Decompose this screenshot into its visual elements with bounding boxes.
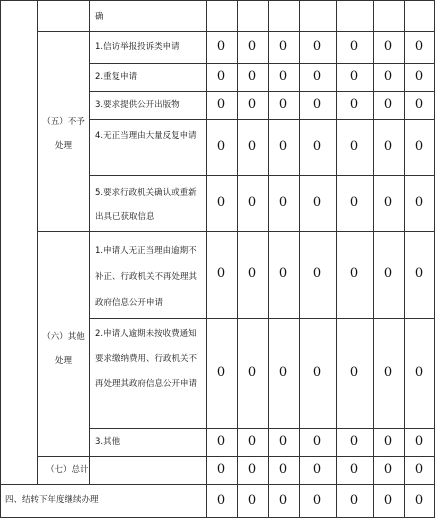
- table-line: [89, 428, 435, 429]
- value-cell: 0: [349, 69, 359, 84]
- value-cell: 0: [349, 462, 359, 477]
- table-line: [89, 0, 90, 484]
- value-cell: 0: [216, 195, 226, 210]
- value-cell: 0: [414, 97, 424, 112]
- value-cell: 0: [383, 462, 393, 477]
- row-label: 1.信访举报投诉类申请: [95, 42, 180, 52]
- value-cell: 0: [247, 39, 257, 54]
- value-cell: 0: [349, 139, 359, 154]
- value-cell: 0: [312, 365, 322, 380]
- group5-label: [38, 110, 89, 158]
- row-label: 3.其他: [95, 437, 121, 447]
- value-cell: 0: [349, 97, 359, 112]
- table-line: [37, 231, 435, 232]
- table-line: [373, 0, 374, 518]
- group6-label: [38, 325, 89, 373]
- value-cell: 0: [312, 434, 322, 449]
- value-cell: 0: [216, 39, 226, 54]
- value-cell: 0: [278, 365, 288, 380]
- value-cell: 0: [414, 462, 424, 477]
- value-cell: 0: [247, 462, 257, 477]
- value-cell: 0: [383, 493, 393, 508]
- value-cell: 0: [247, 195, 257, 210]
- value-cell: 0: [349, 39, 359, 54]
- value-cell: 0: [278, 266, 288, 281]
- total-label: （七）总计: [46, 465, 89, 475]
- table-line: [0, 0, 1, 518]
- value-cell: 0: [312, 39, 322, 54]
- value-cell: 0: [414, 139, 424, 154]
- value-cell: 0: [414, 195, 424, 210]
- value-cell: 0: [312, 97, 322, 112]
- row-label: 1.申请人无正当理由逾期不补正、行政机关不再处理其政府信息公开申请: [95, 246, 198, 308]
- table-line: [237, 0, 238, 518]
- value-cell: 0: [414, 69, 424, 84]
- value-cell: 0: [278, 493, 288, 508]
- value-cell: 0: [247, 365, 257, 380]
- table-line: [0, 0, 435, 1]
- carryover-label: 四、结转下年度继续办理: [5, 495, 99, 505]
- value-cell: 0: [349, 365, 359, 380]
- value-cell: 0: [216, 266, 226, 281]
- table-line: [89, 318, 435, 319]
- value-cell: 0: [349, 434, 359, 449]
- value-cell: 0: [383, 69, 393, 84]
- group5-label-line1: （五）不予: [42, 117, 85, 127]
- value-cell: 0: [414, 365, 424, 380]
- value-cell: 0: [383, 97, 393, 112]
- value-cell: 0: [312, 266, 322, 281]
- value-cell: 0: [349, 266, 359, 281]
- table-line: [37, 456, 435, 457]
- value-cell: 0: [414, 39, 424, 54]
- value-cell: 0: [216, 139, 226, 154]
- table-line: [299, 0, 300, 518]
- value-cell: 0: [278, 69, 288, 84]
- value-cell: 0: [349, 493, 359, 508]
- value-cell: 0: [383, 195, 393, 210]
- value-cell: 0: [312, 139, 322, 154]
- row-label: 5.要求行政机关确认或重新出具已获取信息: [95, 188, 197, 222]
- table-line: [89, 91, 435, 92]
- table-line: [89, 63, 435, 64]
- previous-row-fragment: 确: [95, 12, 104, 22]
- value-cell: 0: [216, 69, 226, 84]
- value-cell: 0: [349, 195, 359, 210]
- table-line: [404, 0, 405, 518]
- value-cell: 0: [383, 266, 393, 281]
- table-line: [268, 0, 269, 518]
- value-cell: 0: [383, 365, 393, 380]
- value-cell: 0: [216, 462, 226, 477]
- value-cell: 0: [247, 69, 257, 84]
- value-cell: 0: [414, 434, 424, 449]
- value-cell: 0: [278, 462, 288, 477]
- value-cell: 0: [414, 493, 424, 508]
- row-label: 3.要求提供公开出版物: [95, 100, 180, 110]
- value-cell: 0: [278, 434, 288, 449]
- group6-label-line2: 处理: [54, 356, 72, 366]
- table-line: [89, 119, 435, 120]
- value-cell: 0: [383, 139, 393, 154]
- row-label: 4.无正当理由大量反复申请: [95, 131, 197, 141]
- value-cell: 0: [247, 266, 257, 281]
- value-cell: 0: [312, 69, 322, 84]
- value-cell: 0: [247, 97, 257, 112]
- value-cell: 0: [247, 434, 257, 449]
- value-cell: 0: [278, 97, 288, 112]
- table-line: [336, 0, 337, 518]
- value-cell: 0: [216, 493, 226, 508]
- table-line: [89, 175, 435, 176]
- value-cell: 0: [312, 195, 322, 210]
- value-cell: 0: [383, 434, 393, 449]
- value-cell: 0: [278, 139, 288, 154]
- table-line: [37, 31, 435, 32]
- value-cell: 0: [312, 493, 322, 508]
- value-cell: 0: [247, 139, 257, 154]
- value-cell: 0: [278, 39, 288, 54]
- value-cell: 0: [414, 266, 424, 281]
- value-cell: 0: [216, 365, 226, 380]
- table-line: [37, 0, 38, 484]
- table-line: [206, 0, 207, 518]
- group5-label-line2: 处理: [54, 141, 72, 151]
- value-cell: 0: [312, 462, 322, 477]
- value-cell: 0: [278, 195, 288, 210]
- row-label: 2.重复申请: [95, 72, 138, 82]
- value-cell: 0: [383, 39, 393, 54]
- table-line: [0, 484, 435, 485]
- value-cell: 0: [247, 493, 257, 508]
- row-label: 2.申请人逾期未按收费通知要求缴纳费用、行政机关不再处理其政府信息公开申请: [95, 329, 198, 389]
- group6-label-line1: （六）其他: [42, 332, 85, 342]
- value-cell: 0: [216, 434, 226, 449]
- value-cell: 0: [216, 97, 226, 112]
